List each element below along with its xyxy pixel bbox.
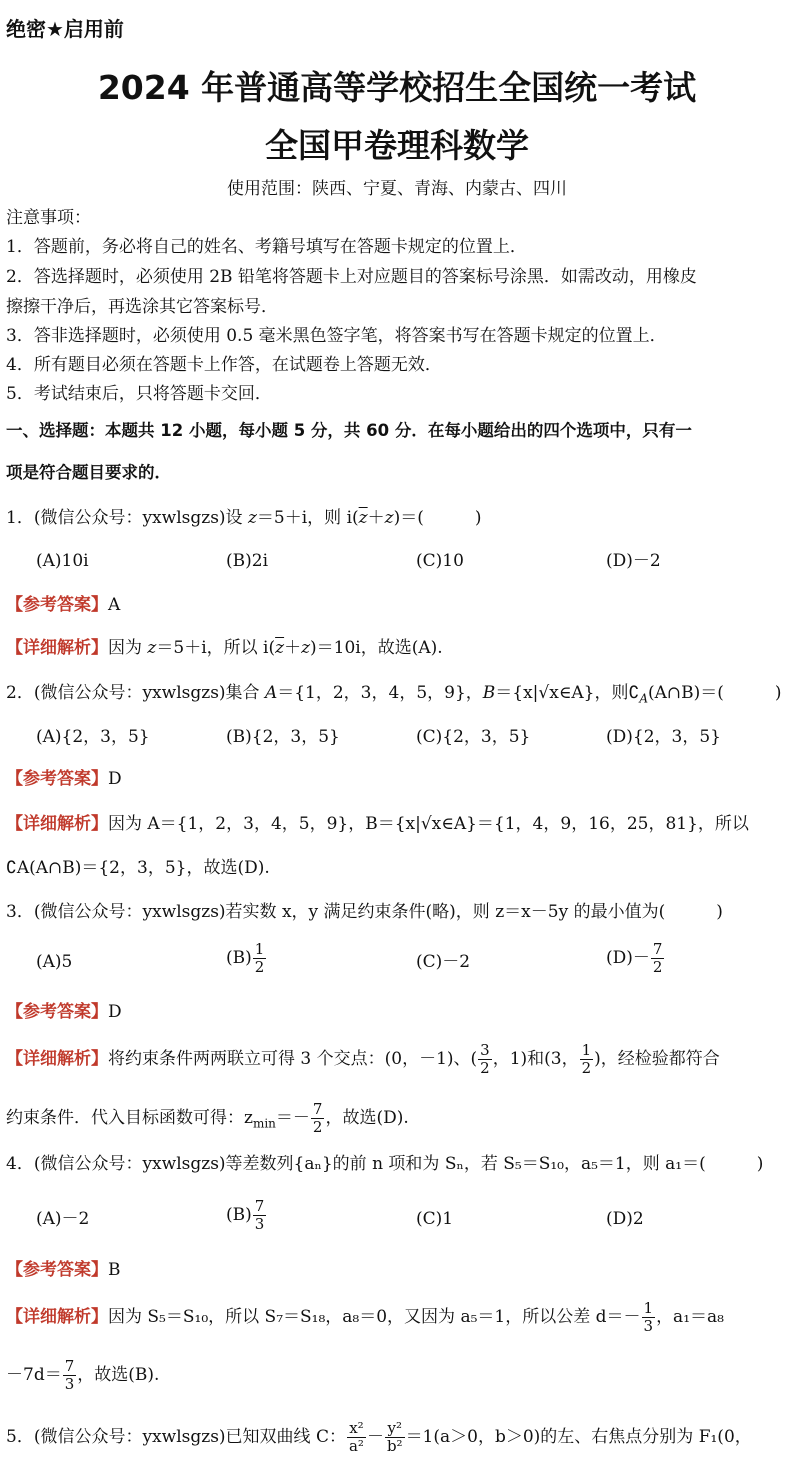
question-3-stem: 3．(微信公众号：yxwlsgzs)若实数 x，y 满足约束条件(略)，则 z＝x－5y 的最小值为( ) <box>6 902 723 922</box>
analysis-4: 【详细解析】因为 S₅＝S₁₀，所以 S₇＝S₁₈，a₈＝0，又因为 a₅＝1，所以公差 d＝－ $\frac{1}{3}$ ，a₁＝a₈ <box>6 1299 724 1335</box>
option-a: (A)－2 <box>36 1209 90 1229</box>
option-a: (A){2，3，5} <box>36 727 150 747</box>
notice-item: 擦擦干净后，再选涂其它答案标号． <box>6 297 278 317</box>
fraction: $\frac{7}{3}$ <box>254 1197 265 1233</box>
question-2-stem: 2．(微信公众号：yxwlsgzs)集合 A＝{1，2，3，4，5，9}，B＝{x|√x∈A}，则$∁_A(A\cap B)=$( ) <box>6 683 782 706</box>
analysis-label: 【详细解析】 <box>6 814 108 834</box>
answer-label: 【参考答案】 <box>6 1260 108 1280</box>
notice-item: 2．答选择题时，必须使用 2B 铅笔将答题卡上对应题目的答案标号涂黑．如需改动，用橡皮 <box>6 267 697 287</box>
option-b: (B) $\frac{1}{2}$ <box>226 940 265 976</box>
section-heading: 一、选择题：本题共 12 小题，每小题 5 分，共 60 分．在每小题给出的四个选项中，只有一 <box>6 421 692 440</box>
option-d: (D)－2 <box>606 551 661 571</box>
option-c: (C)－2 <box>416 952 471 972</box>
fraction: $\frac{7}{2}$ <box>312 1100 323 1136</box>
fraction: $\frac{1}{3}$ <box>643 1299 654 1335</box>
answer-3: 【参考答案】D <box>6 1002 122 1022</box>
usage-scope: 使用范围：陕西、宁夏、青海、内蒙古、四川 <box>227 179 567 199</box>
fraction: $\frac{1}{2}$ <box>581 1041 592 1077</box>
analysis-4-cont: －7d＝ $\frac{7}{3}$ ，故选(B). <box>6 1357 160 1393</box>
option-b: (B)2i <box>226 551 269 571</box>
notice-heading: 注意事项： <box>6 208 91 228</box>
analysis-label: 【详细解析】 <box>6 1049 108 1069</box>
option-c: (C)1 <box>416 1209 454 1229</box>
option-b: (B){2，3，5} <box>226 727 340 747</box>
analysis-3-cont: 约束条件．代入目标函数可得：$z_{min}=-$ $\frac{7}{2}$ ，故选(D). <box>6 1100 409 1136</box>
answer-label: 【参考答案】 <box>6 1002 108 1022</box>
analysis-1: 【详细解析】因为 z＝5＋i，所以 $i(\overline{z}+z)=10i$，故选(A). <box>6 638 443 658</box>
section-heading-cont: 项是符合题目要求的． <box>6 463 171 482</box>
answer-label: 【参考答案】 <box>6 595 108 615</box>
notice-item: 4．所有题目必须在答题卡上作答，在试题卷上答题无效． <box>6 355 442 375</box>
answer-label: 【参考答案】 <box>6 769 108 789</box>
question-1-stem: 1．(微信公众号：yxwlsgzs)设 z＝5＋i，则 $i(\overline{z}+z)=$( ) <box>6 508 482 528</box>
option-a: (A)5 <box>36 952 73 972</box>
question-4-stem: 4．(微信公众号：yxwlsgzs)等差数列{aₙ}的前 n 项和为 Sₙ，若 S₅＝S₁₀，a₅＝1，则 a₁＝( ) <box>6 1154 764 1174</box>
fraction: $\frac{7}{2}$ <box>652 940 663 976</box>
answer-1: 【参考答案】A <box>6 595 121 615</box>
option-d: (D){2，3，5} <box>606 727 721 747</box>
analysis-2-cont: ∁A(A∩B)＝{2，3，5}，故选(D). <box>6 858 270 878</box>
option-c: (C)10 <box>416 551 464 571</box>
analysis-3: 【详细解析】将约束条件两两联立可得 3 个交点：(0，－1)、( $\frac{3}{2}$ ，1)和(3， $\frac{1}{2}$ )，经检验都符合 <box>6 1041 720 1077</box>
fraction: $\frac{\text{y²}}{\text{b²}}$ <box>386 1419 403 1455</box>
option-c: (C){2，3，5} <box>416 727 531 747</box>
answer-2: 【参考答案】D <box>6 769 122 789</box>
fraction: $\frac{3}{2}$ <box>480 1041 490 1077</box>
option-d: (D)－ $\frac{7}{2}$ <box>606 940 663 976</box>
notice-item: 5．考试结束后，只将答题卡交回． <box>6 384 272 404</box>
option-a: (A)10i <box>36 551 89 571</box>
analysis-label: 【详细解析】 <box>6 638 108 658</box>
exam-title: 2024 年普通高等学校招生全国统一考试 <box>97 68 697 107</box>
analysis-label: 【详细解析】 <box>6 1307 108 1327</box>
option-b: (B) $\frac{7}{3}$ <box>226 1197 265 1233</box>
notice-item: 1．答题前，务必将自己的姓名、考籍号填写在答题卡规定的位置上． <box>6 237 527 257</box>
fraction: $\frac{7}{3}$ <box>64 1357 75 1393</box>
analysis-2: 【详细解析】因为 A＝{1，2，3，4，5，9}，B＝{x|√x∈A}＝{1，4，9，16，25，81}，所以 <box>6 814 749 834</box>
notice-item: 3．答非选择题时，必须使用 0.5 毫米黑色签字笔，将答案书写在答题卡规定的位置上． <box>6 326 667 346</box>
confidential-label: 绝密★启用前 <box>6 17 124 41</box>
fraction: $\frac{\text{x²}}{\text{a²}}$ <box>348 1419 364 1455</box>
exam-subtitle: 全国甲卷理科数学 <box>265 126 529 165</box>
question-5-stem: 5．(微信公众号：yxwlsgzs)已知双曲线 C： $\frac{\text{x²}}{\text{a²}}$ － $\frac{\text{y²}}{\text{b²}}$ ＝1(a＞0，b＞0)的左、右焦点分别为 F₁(0， <box>6 1419 752 1455</box>
fraction: $\frac{1}{2}$ <box>254 940 265 976</box>
option-d: (D)2 <box>606 1209 644 1229</box>
answer-4: 【参考答案】B <box>6 1260 121 1280</box>
